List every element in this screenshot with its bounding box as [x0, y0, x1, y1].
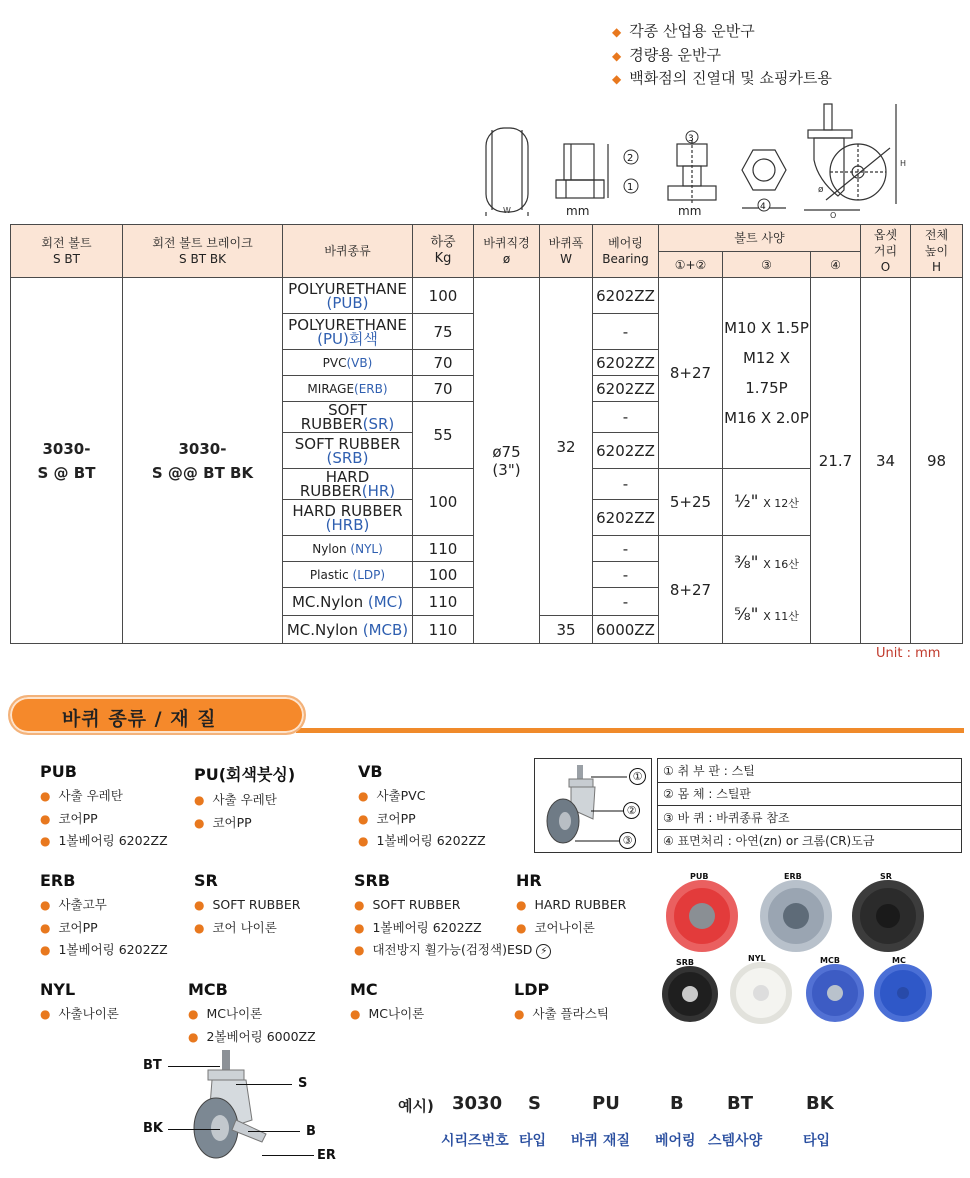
- bearing-cell: 6000ZZ: [593, 616, 659, 644]
- material-item: ● SOFT RUBBER: [354, 897, 461, 912]
- example-code-stem: BT: [727, 1093, 753, 1114]
- wheel-type-cell: Nylon (NYL): [283, 536, 413, 562]
- material-item: ● 코어PP: [358, 810, 416, 826]
- label-line-s: [236, 1084, 292, 1085]
- example-code-material: PU: [592, 1093, 620, 1114]
- wheel-label-srb: SRB: [676, 958, 695, 967]
- material-mcb: [188, 980, 316, 1048]
- dot-bullet-icon: ●: [354, 920, 365, 935]
- drawing-unit-1: mm: [566, 204, 590, 218]
- section-divider: [296, 728, 964, 733]
- header-height: 전체 높이 H: [911, 225, 963, 278]
- material-code: SRB: [354, 871, 391, 890]
- dot-bullet-icon: ●: [354, 943, 365, 957]
- material-item: ● 사출고무: [40, 897, 107, 912]
- technical-drawings: [478, 100, 918, 220]
- wheel-image-sr: [852, 880, 924, 952]
- example-meaning-stem: 스템사양: [708, 1133, 763, 1149]
- load-cell: 100: [413, 469, 474, 536]
- example-label: 예시): [398, 1097, 434, 1115]
- dim-w-label: W: [503, 206, 511, 215]
- wheel-type-cell: HARD RUBBER(HR): [283, 469, 413, 500]
- svg-text:4: 4: [760, 202, 766, 212]
- dot-bullet-icon: ●: [516, 920, 527, 935]
- example-meaning-type: 타입: [519, 1133, 547, 1149]
- dot-bullet-icon: ●: [40, 920, 51, 935]
- load-cell: 100: [413, 562, 474, 588]
- header-swivel-bolt-brake: 회전 볼트 브레이크 S BT BK: [123, 225, 283, 278]
- material-code: SR: [194, 871, 218, 890]
- caster-label-s: S: [298, 1076, 308, 1091]
- dot-bullet-icon: ●: [358, 834, 369, 848]
- wheel-type-cell: MC.Nylon (MCB): [283, 616, 413, 644]
- bearing-cell: -: [593, 314, 659, 350]
- material-item: ● 코어PP: [40, 919, 98, 935]
- load-cell: 110: [413, 536, 474, 562]
- material-nyl: [40, 980, 119, 1026]
- wheel-image-srb: [662, 966, 718, 1022]
- material-item: ● 1볼베어링 6202ZZ: [40, 833, 168, 848]
- bearing-cell: 6202ZZ: [593, 500, 659, 536]
- material-hr: [516, 871, 626, 939]
- example-code-type: S: [528, 1093, 541, 1114]
- material-item: ● MC나이론: [350, 1006, 425, 1021]
- parts-row: ② 몸 체 : 스틸판: [658, 782, 962, 806]
- bolt3-cell: M10 X 1.5P M12 X 1.75P M16 X 2.0P: [723, 278, 811, 469]
- wheel-label-mc: MC: [892, 956, 906, 965]
- header-diameter: 바퀴직경 ø: [474, 225, 540, 278]
- dot-bullet-icon: ●: [516, 898, 527, 912]
- height-cell: 98: [911, 278, 963, 644]
- width-cell: 32: [540, 278, 593, 616]
- parts-row: ① 취 부 판 : 스틸: [658, 759, 962, 783]
- wheel-type-cell: Plastic (LDP): [283, 562, 413, 588]
- drawing-unit-2: mm: [678, 204, 702, 218]
- load-cell: 110: [413, 588, 474, 616]
- material-item: ● 1볼베어링 6202ZZ: [354, 919, 482, 935]
- example-code-series: 3030: [452, 1093, 503, 1114]
- material-item: ● 사출 우레탄: [194, 792, 277, 807]
- material-code: NYL: [40, 980, 76, 999]
- callout-1: ①: [629, 768, 646, 785]
- caster-label-b: B: [306, 1124, 316, 1139]
- unit-note: Unit : mm: [876, 646, 941, 661]
- label-line-er: [262, 1155, 314, 1156]
- material-code: MC: [350, 980, 378, 999]
- load-cell: 70: [413, 350, 474, 376]
- bearing-cell: -: [593, 562, 659, 588]
- bolt-drawing: [668, 140, 716, 204]
- dot-bullet-icon: ●: [40, 1007, 51, 1021]
- dot-bullet-icon: ●: [194, 898, 205, 912]
- material-code: HR: [516, 871, 542, 890]
- diamond-bullet-icon: ◆: [612, 72, 622, 86]
- header-load: 하중 Kg: [413, 225, 474, 278]
- header-width: 바퀴폭 W: [540, 225, 593, 278]
- wheel-type-cell: PVC(VB): [283, 350, 413, 376]
- material-item: ● 2볼베어링 6000ZZ: [188, 1028, 316, 1044]
- dot-bullet-icon: ●: [350, 1007, 361, 1021]
- svg-text:2: 2: [627, 153, 634, 164]
- bearing-cell: -: [593, 536, 659, 562]
- wheel-type-cell: POLYURETHANE (PU)회색: [283, 314, 413, 350]
- dot-bullet-icon: ●: [194, 920, 205, 935]
- material-item: ● 사출 우레탄: [40, 788, 123, 803]
- load-cell: 70: [413, 376, 474, 402]
- material-item: ● HARD RUBBER: [516, 897, 627, 912]
- example-code-brake: BK: [806, 1093, 834, 1114]
- bolt12-cell: 8+27: [659, 536, 723, 644]
- dim-o-label: O: [830, 211, 837, 220]
- caster-drawing-set: [478, 100, 918, 220]
- material-code: MCB: [188, 980, 228, 999]
- bolt3-cell: ½" X 12산: [723, 469, 811, 536]
- stem-drawing: [556, 144, 608, 198]
- material-item: ● 코어나이론: [516, 919, 595, 935]
- wheel-type-cell: MC.Nylon (MC): [283, 588, 413, 616]
- example-meaning-bearing: 베어링: [655, 1133, 696, 1149]
- offset-cell: 34: [861, 278, 911, 644]
- svg-text:1: 1: [627, 182, 634, 193]
- material-item: ● 사출PVC: [358, 788, 426, 803]
- parts-row: ④ 표면처리 : 아연(zn) or 크롬(CR)도금: [658, 829, 962, 853]
- header-bearing: 베어링 Bearing: [593, 225, 659, 278]
- dot-bullet-icon: ●: [40, 834, 51, 848]
- material-pub: [40, 762, 168, 853]
- bolt12-cell: 8+27: [659, 278, 723, 469]
- diamond-bullet-icon: ◆: [612, 48, 622, 63]
- width-cell: 35: [540, 616, 593, 644]
- parts-row: ③ 바 퀴 : 바퀴종류 참조: [658, 806, 962, 830]
- material-item: ● 사출나이론: [40, 1006, 119, 1021]
- label-line-bk: [168, 1129, 220, 1130]
- wheel-image-erb: [760, 880, 832, 952]
- material-pu: [194, 762, 295, 834]
- wheel-image-pub: [666, 880, 738, 952]
- wheel-label-pub: PUB: [690, 872, 709, 881]
- model-swivel-bolt-brake: 3030- S @@ BT BK: [123, 278, 283, 644]
- material-mc: [350, 980, 424, 1026]
- material-erb: [40, 871, 168, 962]
- dim-phi-label: ø: [818, 185, 824, 195]
- header-offset: 옵셋 거리 O: [861, 225, 911, 278]
- example-code-bearing: B: [670, 1093, 684, 1114]
- spec-table: [10, 224, 963, 644]
- dot-bullet-icon: ●: [40, 943, 51, 957]
- header-bolt-spec: 볼트 사양: [659, 225, 861, 252]
- dot-bullet-icon: ●: [188, 1007, 199, 1021]
- feature-item: ◆ 백화점의 진열대 및 쇼핑카트용: [612, 69, 832, 87]
- wheel-type-cell: SOFT RUBBER(SR): [283, 402, 413, 433]
- model-swivel-bolt: 3030- S @ BT: [11, 278, 123, 644]
- caster-label-er: ER: [317, 1148, 336, 1163]
- material-item: ● 사출 플라스틱: [514, 1006, 609, 1021]
- wheel-type-cell: MIRAGE(ERB): [283, 376, 413, 402]
- esd-lightning-icon: ⚡: [536, 944, 551, 959]
- bearing-cell: 6202ZZ: [593, 376, 659, 402]
- material-code: VB: [358, 762, 383, 781]
- wheel-label-sr: SR: [880, 872, 892, 881]
- feature-item: ◆ 각종 산업용 운반구: [612, 22, 755, 40]
- wheel-type-cell: HARD RUBBER (HRB): [283, 500, 413, 536]
- load-cell: 100: [413, 278, 474, 314]
- parts-table: [657, 758, 962, 853]
- callout-3: ③: [619, 832, 636, 849]
- material-code: ERB: [40, 871, 76, 890]
- material-vb: [358, 762, 486, 853]
- dim-h-label: H: [900, 159, 907, 168]
- section-banner: [8, 695, 306, 735]
- load-cell: 110: [413, 616, 474, 644]
- example-meaning-material: 바퀴 재질: [571, 1133, 630, 1149]
- material-sr: [194, 871, 300, 939]
- material-item: ● 코어PP: [194, 814, 252, 830]
- dot-bullet-icon: ●: [358, 789, 369, 803]
- wheel-image-mc: [874, 964, 932, 1022]
- wheel-label-nyl: NYL: [748, 954, 766, 963]
- dot-bullet-icon: ●: [40, 811, 51, 826]
- material-ldp: [514, 980, 609, 1026]
- bearing-cell: 6202ZZ: [593, 278, 659, 314]
- dot-bullet-icon: ●: [354, 898, 365, 912]
- load-cell: 55: [413, 402, 474, 469]
- svg-text:3: 3: [688, 134, 694, 144]
- header-swivel-bolt: 회전 볼트 S BT: [11, 225, 123, 278]
- example-meaning-brake: 타입: [803, 1133, 831, 1149]
- bearing-cell: 6202ZZ: [593, 433, 659, 469]
- material-item: ● SOFT RUBBER: [194, 897, 301, 912]
- wheel-label-erb: ERB: [784, 872, 802, 881]
- dot-bullet-icon: ●: [40, 789, 51, 803]
- material-item: ● 코어 나이론: [194, 919, 277, 935]
- bolt12-cell: 5+25: [659, 469, 723, 536]
- dot-bullet-icon: ●: [188, 1029, 199, 1044]
- wheel-type-cell: POLYURETHANE (PUB): [283, 278, 413, 314]
- bearing-cell: -: [593, 469, 659, 500]
- material-item: ● 1볼베어링 6202ZZ: [358, 833, 486, 848]
- section-title: 바퀴 종류 / 재 질: [62, 708, 217, 730]
- material-code: PUB: [40, 762, 77, 781]
- caster-label-bk: BK: [143, 1121, 163, 1136]
- wheel-type-cell: SOFT RUBBER (SRB): [283, 433, 413, 469]
- dot-bullet-icon: ●: [358, 811, 369, 826]
- feature-list: [612, 20, 832, 91]
- header-bolt-c12: ①+②: [659, 252, 723, 278]
- header-wheel-type: 바퀴종류: [283, 225, 413, 278]
- caster-brake-illustration: [170, 1046, 320, 1164]
- bearing-cell: -: [593, 588, 659, 616]
- dot-bullet-icon: ●: [514, 1007, 525, 1021]
- label-line-bt: [168, 1066, 220, 1067]
- material-item: ● 코어PP: [40, 810, 98, 826]
- caster-label-bt: BT: [143, 1058, 162, 1073]
- material-code: PU(회색붓싱): [194, 765, 296, 784]
- material-item: ● 1볼베어링 6202ZZ: [40, 942, 168, 957]
- feature-item: ◆ 경량용 운반구: [612, 45, 721, 64]
- bearing-cell: 6202ZZ: [593, 350, 659, 376]
- callout-2: ②: [623, 802, 640, 819]
- material-item: ● MC나이론: [188, 1006, 263, 1021]
- dot-bullet-icon: ●: [194, 793, 205, 807]
- bolt3-cell: ⅜" X 16산 ⅝" X 11산: [723, 536, 811, 644]
- example-meaning-series: 시리즈번호: [441, 1133, 509, 1149]
- wheel-front-drawing: [486, 128, 528, 216]
- bearing-cell: -: [593, 402, 659, 433]
- wheel-image-mcb: [806, 964, 864, 1022]
- material-code: LDP: [514, 980, 550, 999]
- material-item: ● 대전방지 휠가능(검정색)ESD ⚡: [354, 939, 551, 962]
- diameter-cell: ø75 (3"): [474, 278, 540, 644]
- caster-parts-image: [534, 758, 652, 853]
- diamond-bullet-icon: ◆: [612, 25, 622, 39]
- bolt4-cell: 21.7: [811, 278, 861, 644]
- wheel-image-nyl: [730, 962, 792, 1024]
- label-line-b: [248, 1131, 300, 1132]
- load-cell: 75: [413, 314, 474, 350]
- header-bolt-c3: ③: [723, 252, 811, 278]
- header-bolt-c4: ④: [811, 252, 861, 278]
- dot-bullet-icon: ●: [40, 898, 51, 912]
- dot-bullet-icon: ●: [194, 815, 205, 830]
- wheel-label-mcb: MCB: [820, 956, 840, 965]
